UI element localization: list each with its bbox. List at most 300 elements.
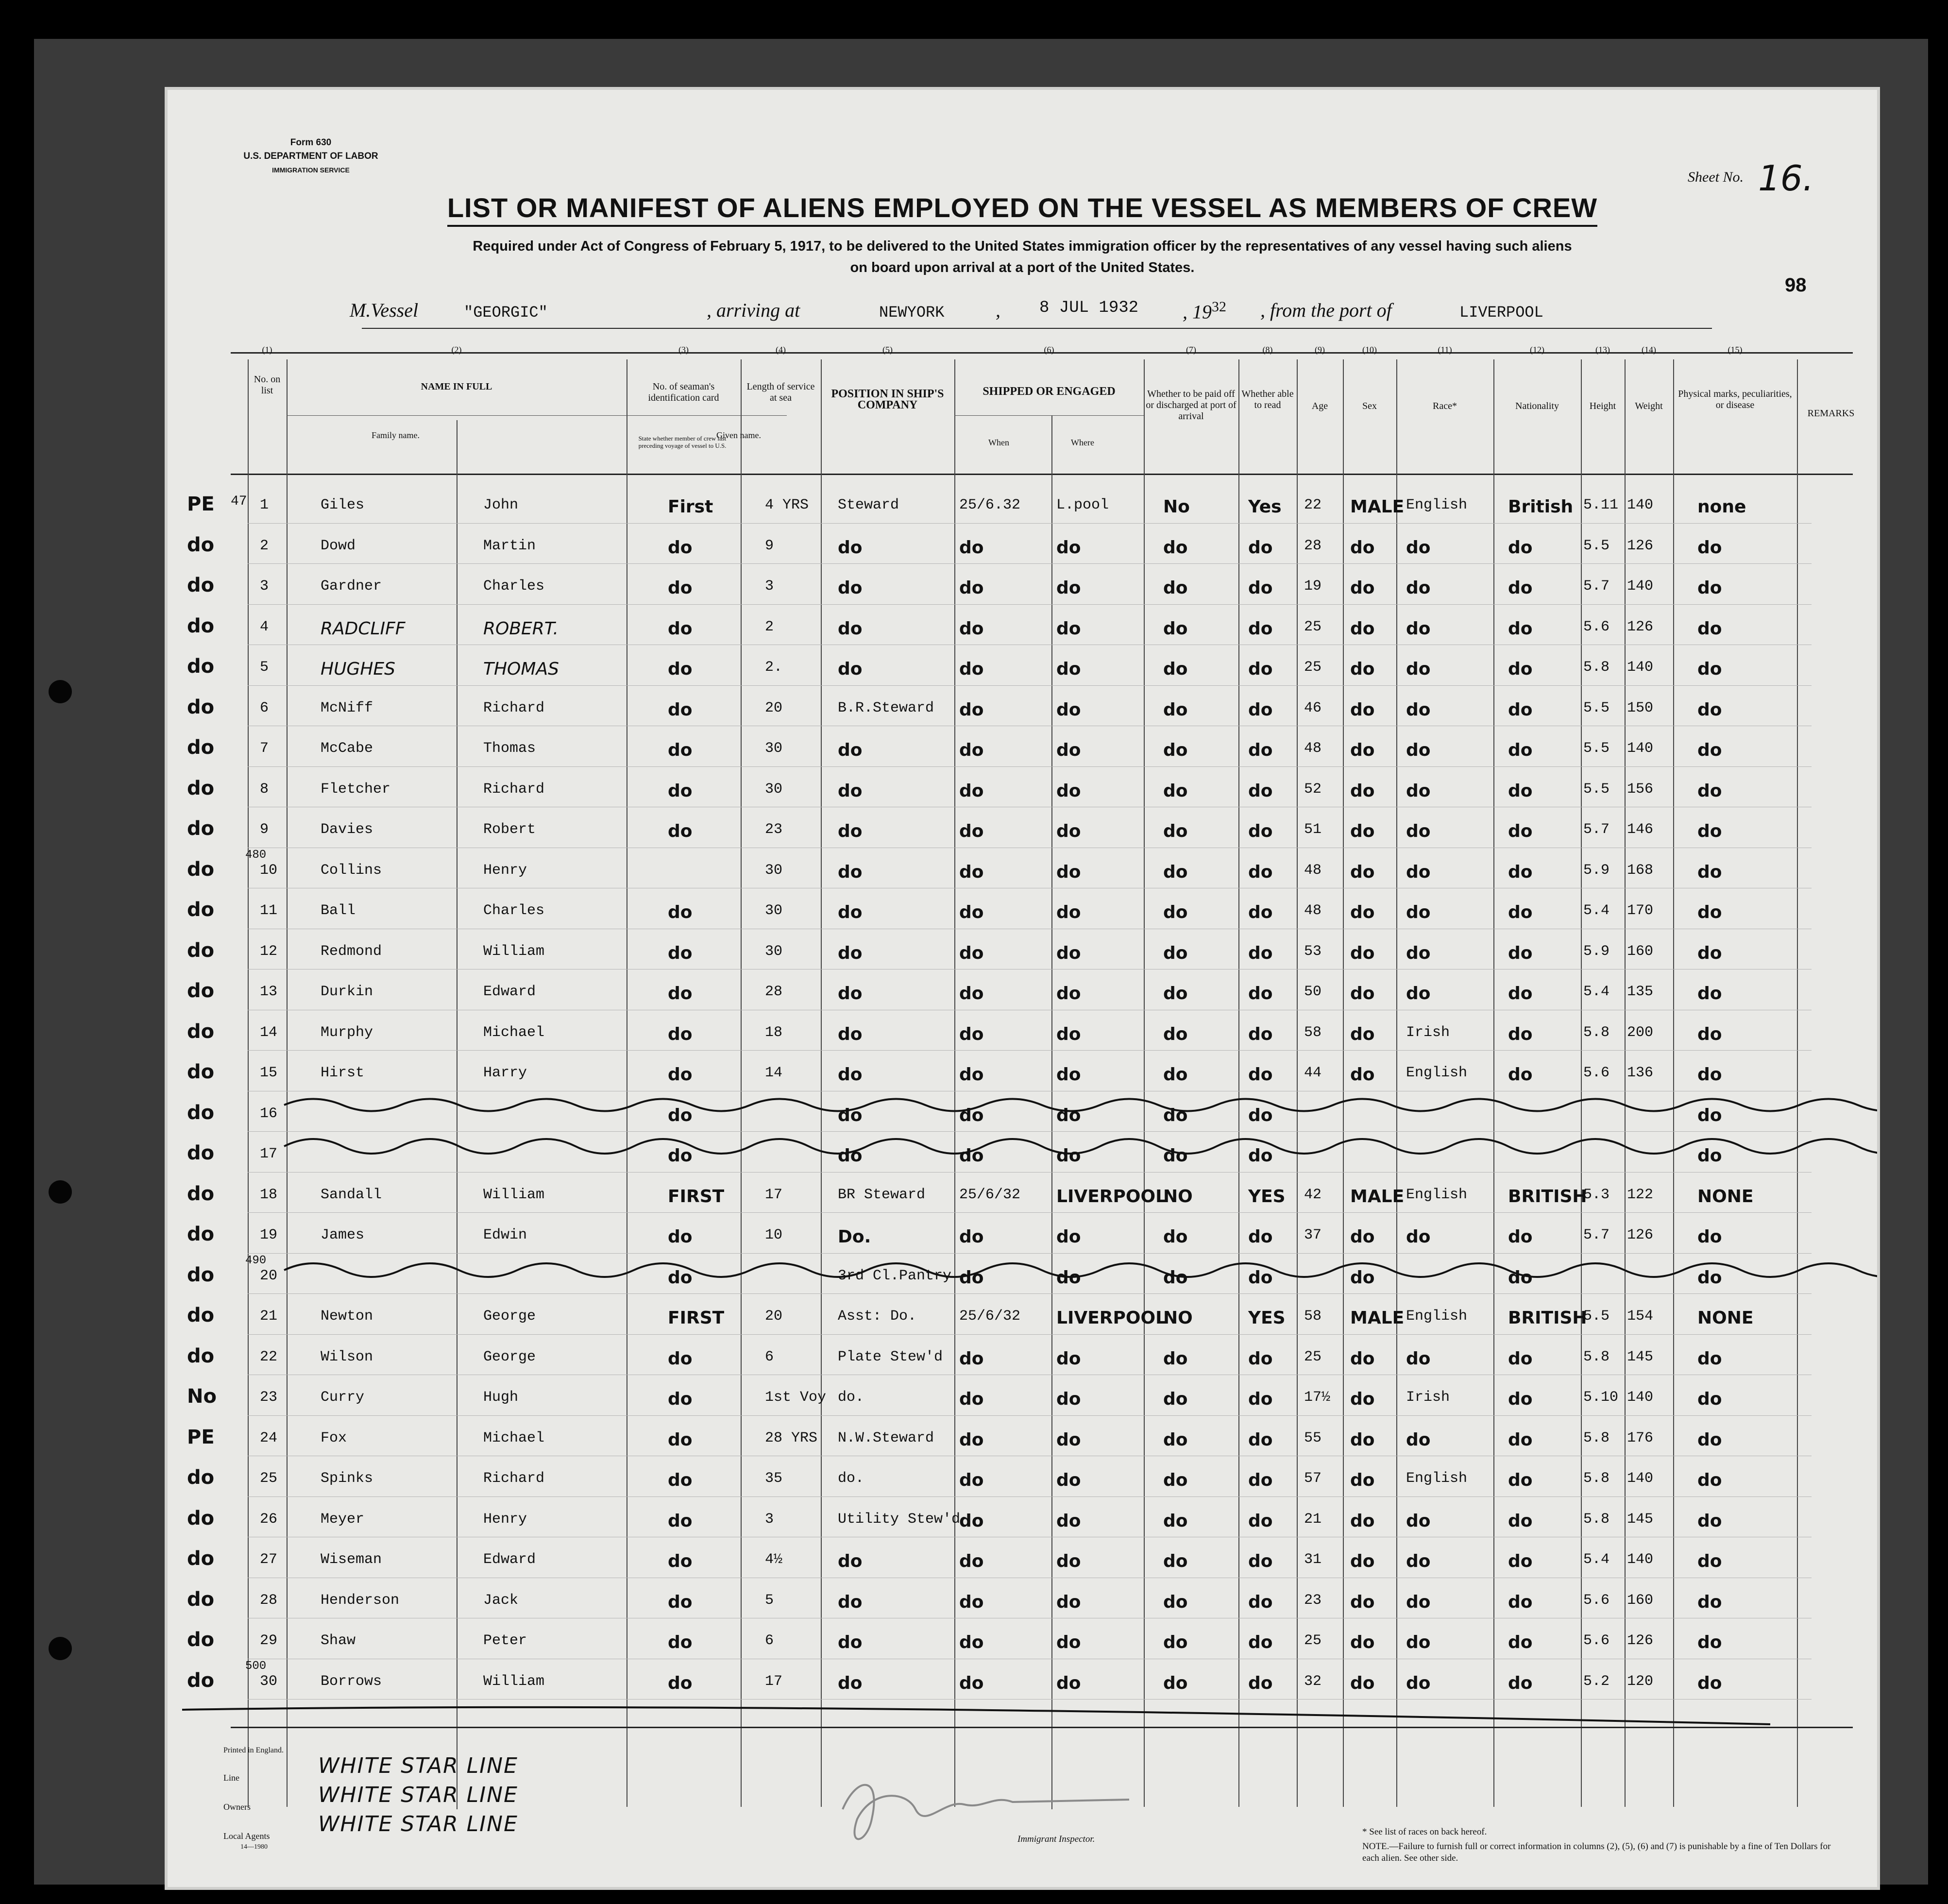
cell-paid: do	[1163, 862, 1188, 882]
cell-card: do	[668, 1470, 693, 1490]
cell-no: 29	[260, 1632, 278, 1649]
from-port: LIVERPOOL	[1459, 304, 1543, 322]
cell-sex: do	[1350, 1267, 1375, 1288]
cell-read: do	[1248, 537, 1273, 558]
cell-race: English	[1406, 1065, 1468, 1081]
cell-height: 5.7	[1583, 1227, 1610, 1243]
cell-age: 23	[1304, 1592, 1322, 1609]
cell-paid: do	[1163, 1673, 1188, 1693]
cell-paid: do	[1163, 1429, 1188, 1450]
cell-card: do	[668, 821, 693, 841]
cell-position: do	[838, 1592, 863, 1612]
cell-marks: NONE	[1697, 1308, 1754, 1328]
cell-race: do	[1406, 1429, 1431, 1450]
cell-age: 57	[1304, 1470, 1322, 1487]
cell-marks: do	[1697, 1267, 1722, 1288]
cell-height: 5.8	[1583, 1024, 1610, 1041]
cell-position: do	[838, 943, 863, 963]
cell-paid: do	[1163, 740, 1188, 760]
cell-weight: 168	[1627, 862, 1654, 879]
column-subheader: State whether member of crew last preceding voyage of vessel to U.S.	[638, 435, 727, 449]
cell-height: 5.11	[1583, 497, 1619, 513]
cell-card: do	[668, 537, 693, 558]
left-margin-mark: PE	[187, 1426, 215, 1448]
cell-family: McCabe	[321, 740, 373, 757]
cell-family: Murphy	[321, 1024, 373, 1041]
cell-service: 4 YRS	[765, 497, 809, 513]
cell-sex: do	[1350, 1389, 1375, 1409]
cell-where: do	[1056, 618, 1081, 639]
cell-nationality: do	[1508, 902, 1533, 922]
cell-position: do	[838, 984, 863, 1003]
left-margin-mark: PE	[187, 493, 215, 515]
left-margin-mark: do	[187, 1466, 215, 1489]
vessel-label: M.Vessel	[350, 299, 419, 321]
cell-race: English	[1406, 497, 1468, 513]
cell-weight: 126	[1627, 1632, 1654, 1649]
cell-position: BR Steward	[838, 1186, 926, 1203]
cell-marks: do	[1697, 781, 1722, 801]
column-number: (9)	[1315, 345, 1325, 355]
cell-given: Charles	[483, 902, 545, 919]
cell-race: do	[1406, 659, 1431, 679]
cell-position: Plate Stew'd	[838, 1348, 943, 1365]
cell-weight: 120	[1627, 1673, 1654, 1690]
agents-label: Local Agents	[223, 1831, 270, 1841]
cell-position: do	[838, 1673, 863, 1693]
cell-card: do	[668, 1105, 693, 1125]
column-header: NAME IN FULL	[421, 381, 492, 392]
column-number: (12)	[1530, 345, 1544, 355]
cell-position: do	[838, 1551, 863, 1571]
cell-family: Dowd	[321, 537, 356, 554]
cell-service: 2	[765, 618, 774, 635]
left-margin-mark: do	[187, 736, 215, 759]
cell-age: 53	[1304, 943, 1322, 960]
cell-given: William	[483, 943, 545, 960]
cell-card: FIRST	[668, 1308, 725, 1328]
cell-paid: do	[1163, 1065, 1188, 1085]
cell-where: do	[1056, 821, 1081, 841]
cell-weight: 156	[1627, 781, 1654, 798]
cell-age: 51	[1304, 821, 1322, 838]
cell-position: do	[838, 659, 863, 679]
cell-age: 48	[1304, 862, 1322, 879]
column-number: (2)	[451, 345, 462, 355]
cell-service: 5	[765, 1592, 774, 1609]
cell-given: Martin	[483, 537, 536, 554]
cell-height: 5.4	[1583, 1551, 1610, 1568]
cell-sex: do	[1350, 537, 1375, 558]
cell-height: 5.9	[1583, 862, 1610, 879]
cell-race: English	[1406, 1308, 1468, 1325]
column-header: Whether able to read	[1241, 389, 1294, 410]
cell-race: do	[1406, 984, 1431, 1003]
cell-no: 15	[260, 1065, 278, 1081]
cell-read: do	[1248, 1470, 1273, 1490]
cell-family: Gardner	[321, 578, 382, 595]
cell-service: 17	[765, 1673, 783, 1690]
cell-height: 5.5	[1583, 1308, 1610, 1325]
cell-where: do	[1056, 1470, 1081, 1490]
cell-marks: do	[1697, 1592, 1722, 1612]
cell-sex: do	[1350, 1592, 1375, 1612]
cell-nationality: BRITISH	[1508, 1186, 1587, 1207]
cell-no: 9	[260, 821, 269, 838]
cell-position: do	[838, 1632, 863, 1652]
cell-weight: 126	[1627, 537, 1654, 554]
cell-family: Collins	[321, 862, 382, 879]
cell-sex: do	[1350, 1065, 1375, 1085]
cell-weight: 145	[1627, 1348, 1654, 1365]
cell-position: do	[838, 1146, 863, 1166]
cell-marks: do	[1697, 1105, 1722, 1125]
cell-no: 1	[260, 497, 269, 513]
cell-position: B.R.Steward	[838, 699, 934, 716]
cell-paid: do	[1163, 1389, 1188, 1409]
cell-age: 25	[1304, 659, 1322, 676]
column-header: Length of service at sea	[746, 381, 815, 403]
cell-card: do	[668, 902, 693, 922]
left-margin-mark: do	[187, 817, 215, 840]
cell-when: do	[959, 1348, 984, 1369]
cell-no: 19	[260, 1227, 278, 1243]
penalty-note: NOTE.—Failure to furnish full or correct information in columns (2), (5), (6) and (7) is punishable by a fine of Ten Dollars for each alien. See other side.	[1362, 1841, 1831, 1863]
column-number: (5)	[882, 345, 893, 355]
cell-position: do	[838, 902, 863, 922]
cell-position: do	[838, 1065, 863, 1085]
cell-card: do	[668, 1348, 693, 1369]
cell-height: 5.2	[1583, 1673, 1610, 1690]
cell-read: do	[1248, 1024, 1273, 1044]
cell-read: do	[1248, 1511, 1273, 1531]
cell-position: Asst: Do.	[838, 1308, 917, 1325]
cell-nationality: do	[1508, 781, 1533, 801]
cell-paid: do	[1163, 902, 1188, 922]
cell-paid: do	[1163, 781, 1188, 801]
cell-when: do	[959, 984, 984, 1003]
cell-where: do	[1056, 1227, 1081, 1247]
cell-race: do	[1406, 862, 1431, 882]
column-number: (10)	[1362, 345, 1377, 355]
cell-race: do	[1406, 618, 1431, 639]
cell-card: do	[668, 1592, 693, 1612]
cell-when: do	[959, 1267, 984, 1288]
cell-read: YES	[1248, 1308, 1286, 1328]
cell-when: do	[959, 943, 984, 963]
cell-family: McNiff	[321, 699, 373, 716]
cell-where: do	[1056, 740, 1081, 760]
cell-service: 14	[765, 1065, 783, 1081]
cell-given: ROBERT.	[483, 618, 559, 639]
cell-no: 26	[260, 1511, 278, 1528]
owners-value: WHITE STAR LINE	[318, 1783, 518, 1807]
cell-age: 22	[1304, 497, 1322, 513]
cell-given: Henry	[483, 862, 527, 879]
cell-age: 52	[1304, 781, 1322, 798]
cell-race: do	[1406, 1592, 1431, 1612]
cell-position: Steward	[838, 497, 899, 513]
cell-family: Giles	[321, 497, 365, 513]
cell-when: do	[959, 1146, 984, 1166]
arriving-port: NEWYORK	[879, 304, 945, 322]
cell-given: Michael	[483, 1429, 545, 1446]
left-margin-mark: do	[187, 1304, 215, 1326]
cell-age: 48	[1304, 902, 1322, 919]
tally-number: 500	[245, 1659, 267, 1673]
cell-card: First	[668, 497, 713, 517]
cell-where: do	[1056, 1592, 1081, 1612]
column-header: POSITION IN SHIP'S COMPANY	[831, 388, 944, 411]
cell-read: do	[1248, 1227, 1273, 1247]
cell-height: 5.5	[1583, 781, 1610, 798]
vessel-name: "GEORGIC"	[464, 304, 548, 322]
cell-where: do	[1056, 902, 1081, 922]
cell-height: 5.4	[1583, 902, 1610, 919]
cell-card: do	[668, 1551, 693, 1571]
left-margin-mark: No	[187, 1385, 217, 1408]
cell-no: 23	[260, 1389, 278, 1406]
left-margin-mark: do	[187, 1223, 215, 1245]
cell-nationality: do	[1508, 1551, 1533, 1571]
cell-where: do	[1056, 1146, 1081, 1166]
cell-race: Irish	[1406, 1389, 1450, 1406]
cell-position: do	[838, 781, 863, 801]
arriving-label: , arriving at	[707, 299, 800, 321]
manifest-sheet: Form 630 U.S. DEPARTMENT OF LABOR IMMIGRATION SERVICE Sheet No. 16. LIST OR MANIFEST OF ALIENS EMPLOYED ON THE VESSEL AS MEMBERS OF CREW Required under Act of Congress of February 5, 1917, to be delivered to the United States immigration officer by the representatives of any vessel having such aliens on board upon arrival at a port of the United States. 98 M.Vessel "GEORGIC" , arriving at NEWYORK , 8 JUL 1932 , $19^{32}$ , from the port of LIVERPOOL (1) No. on list (2) NAME IN FULL (3) No. of seaman's identification card (4) Length of service at sea (5) POSITION IN SHIP'S COMPANY (6) SHIPPED OR ENGAGED (7) Whether to be paid off or discharged at port of arrival (8) Whether able to read (9) Age (10) Sex (11) Race* (12) Nationality (13) Height (14) Weight (15) Physical marks, peculiarities, or disease REMARKS Family name. Given name. State whether member of crew last preceding voyage of vessel to U.S. When Where PE 1 Giles John First 4 YRS Steward 25/6.32 L.pool No Yes 22 MALE English British 5.11 140 none do 2 Dowd Martin do 9 do do do do do 28 do do do 5.5 126 do do 3 Gardner Charles do 3 do do do do do 19 do do do 5.7 140 do do 4 RADCLIFF ROBERT. do 2 do do do do do 25 do do do 5.6 126 do do 5 HUGHES THOMAS do 2. do do do do do 25 do do do 5.8 140 do do 6 McNiff Richard do 20 B.R.Steward do do do do 46 do do do 5.5 150 do do 7 McCabe Thomas do 30 do do do do do 48 do do do 5.5 140 do do 8 Fletcher Richard do 30 do do do do do 52 do do do 5.5 156 do do 9 Davies Robert do 23 do do do do do 51 do do do 5.7 146 do do 480 10 Collins Henry 30 do do do do do 48 do do do 5.9 168 do do 11 Ball Charles do 30 do do do do do 48 do do do 5.4 170 do do 12 Redmond William do 30 do do do do do 53 do do do 5.9 160 do do 13 Durkin Edward do 28 do do do do do 50 do do do 5.4 135 do do 14 Murphy Michael do 18 do do do do do 58 do Irish do 5.8 200 do do 15 Hirst Harry do 14 do do do do do 44 do English do 5.6 136 do do 16 do do do do do do do do 17 do do do do do do do do 18 Sandall William FIRST 17 BR Steward 25/6/32 LIVERPOOL NO YES 42 MALE English BRITISH 5.3 122 NONE do 19 James Edwin do 10 Do. do do do do 37 do do do 5.7 126 do do 490 20 do 3rd Cl.Pantry do do do do do do do do 21 Newton George FIRST 20 Asst: Do. 25/6/32 LIVERPOOL NO YES 58 MALE English BRITISH 5.5 154 NONE do 22 Wilson George do 6 Plate Stew'd do do do do 25 do do do 5.8 145 do No 23 Curry Hugh do 1st Voy do. do do do do 17½ do Irish do 5.10 140 do PE 24 Fox Michael do 28 YRS N.W.Steward do do do do 55 do do do 5.8 176 do do 25 Spinks Richard do 35 do. do do do do 57 do English do 5.8 140 do do 26 Meyer Henry do 3 Utility Stew'd do do do do 21 do do do 5.8 145 do do 27 Wiseman Edward do 4½ do do do do do 31 do do do 5.4 140 do do 28 Henderson Jack do 5 do do do do do 23 do do do 5.6 160 do do 29 Shaw Peter do 6 do do do do do 25 do do do 5.6 126 do do 500 30 Borrows William do 17 do do do do do 32 do do do 5.2 120 do 47 Printed in England. Line WHITE STAR LINE Owners WHITE STAR LINE Local Agents 14—1980 WHITE STAR LINE Immigrant Inspector. * See list of races on back hereof. NOTE.—Failure to furnish full or correct information in columns (2), (5), (6) and (7) is punishable by a fine of Ten Dollars for each alien. See other side.	[168, 90, 1877, 1887]
left-margin-mark: do	[187, 939, 215, 962]
cell-card: do	[668, 1511, 693, 1531]
column-header: No. of seaman's identification card	[648, 381, 719, 403]
cell-marks: do	[1697, 740, 1722, 760]
left-margin-mark: do	[187, 1629, 215, 1651]
cell-sex: do	[1350, 1673, 1375, 1693]
cell-service: 10	[765, 1227, 783, 1243]
left-margin-mark: do	[187, 1263, 215, 1286]
cell-nationality: do	[1508, 618, 1533, 639]
cell-age: 48	[1304, 740, 1322, 757]
cell-sex: do	[1350, 659, 1375, 679]
cell-race: do	[1406, 578, 1431, 598]
cell-given: Thomas	[483, 740, 536, 757]
column-number: (15)	[1728, 345, 1743, 355]
cell-when: do	[959, 781, 984, 801]
cell-position: 3rd Cl.Pantry	[838, 1267, 952, 1284]
printed-note: Printed in England.	[223, 1746, 284, 1754]
cell-family: Hirst	[321, 1065, 365, 1081]
service: IMMIGRATION SERVICE	[272, 166, 350, 174]
cell-family: Newton	[321, 1308, 373, 1325]
column-number: (7)	[1186, 345, 1196, 355]
cell-nationality: do	[1508, 1227, 1533, 1247]
cell-paid: NO	[1163, 1308, 1193, 1328]
cell-race: do	[1406, 1511, 1431, 1531]
cell-when: 25/6.32	[959, 497, 1021, 513]
cell-given: William	[483, 1673, 545, 1690]
cell-card: do	[668, 578, 693, 598]
cell-read: do	[1248, 1632, 1273, 1652]
cell-read: do	[1248, 862, 1273, 882]
cell-given: Henry	[483, 1511, 527, 1528]
left-margin-mark: do	[187, 899, 215, 921]
cell-age: 19	[1304, 578, 1322, 595]
column-header: Nationality	[1515, 401, 1559, 411]
cell-when: do	[959, 862, 984, 882]
cell-when: do	[959, 1065, 984, 1085]
cell-height: 5.8	[1583, 1348, 1610, 1365]
column-header: Physical marks, peculiarities, or disease	[1678, 389, 1792, 410]
cell-read: do	[1248, 943, 1273, 963]
cell-given: John	[483, 497, 519, 513]
cell-age: 58	[1304, 1308, 1322, 1325]
cell-read: do	[1248, 1146, 1273, 1166]
cell-no: 3	[260, 578, 269, 595]
cell-read: do	[1248, 1673, 1273, 1693]
cell-weight: 160	[1627, 1592, 1654, 1609]
cell-weight: 140	[1627, 659, 1654, 676]
cell-given: THOMAS	[483, 659, 559, 679]
cell-marks: do	[1697, 1227, 1722, 1247]
cell-position: do	[838, 537, 863, 558]
cell-family: Spinks	[321, 1470, 373, 1487]
page-number: 98	[1785, 274, 1807, 296]
cell-no: 14	[260, 1024, 278, 1041]
cell-read: do	[1248, 618, 1273, 639]
cell-service: 6	[765, 1632, 774, 1649]
cell-no: 8	[260, 781, 269, 798]
cell-paid: No	[1163, 497, 1190, 517]
cell-family: Fox	[321, 1429, 347, 1446]
cell-where: do	[1056, 699, 1081, 720]
cell-weight: 200	[1627, 1024, 1654, 1041]
cell-sex: do	[1350, 578, 1375, 598]
cell-weight: 140	[1627, 1470, 1654, 1487]
cell-card: do	[668, 943, 693, 963]
date-stamp: 8 JUL 1932	[1039, 299, 1139, 317]
cell-age: 17½	[1304, 1389, 1331, 1406]
cell-weight: 170	[1627, 902, 1654, 919]
cell-nationality: do	[1508, 740, 1533, 760]
cell-sex: MALE	[1350, 1186, 1405, 1207]
cell-card: do	[668, 1429, 693, 1450]
cell-where: do	[1056, 1673, 1081, 1693]
first-row-tally: 47	[231, 494, 247, 509]
cell-sex: do	[1350, 862, 1375, 882]
cell-service: 28	[765, 984, 783, 1000]
cell-service: 4½	[765, 1551, 783, 1568]
cell-marks: do	[1697, 537, 1722, 558]
cell-race: do	[1406, 821, 1431, 841]
cell-paid: do	[1163, 1470, 1188, 1490]
cell-marks: do	[1697, 1024, 1722, 1044]
column-header: Weight	[1635, 401, 1663, 411]
cell-card: do	[668, 1024, 693, 1044]
binder-hole	[49, 1637, 72, 1660]
cell-read: do	[1248, 740, 1273, 760]
cell-when: do	[959, 1227, 984, 1247]
cell-marks: do	[1697, 821, 1722, 841]
cell-card: do	[668, 781, 693, 801]
cell-position: do	[838, 578, 863, 598]
cell-nationality: do	[1508, 578, 1533, 598]
cell-given: Jack	[483, 1592, 519, 1609]
cell-where: do	[1056, 1389, 1081, 1409]
cell-service: 18	[765, 1024, 783, 1041]
cell-age: 28	[1304, 537, 1322, 554]
cell-read: do	[1248, 1551, 1273, 1571]
cell-family: Henderson	[321, 1592, 400, 1609]
cell-marks: do	[1697, 1632, 1722, 1652]
cell-height: 5.3	[1583, 1186, 1610, 1203]
cell-given: Richard	[483, 699, 545, 716]
cell-sex: do	[1350, 821, 1375, 841]
cell-given: Charles	[483, 578, 545, 595]
cell-service: 35	[765, 1470, 783, 1487]
cell-position: do	[838, 1105, 863, 1125]
cell-no: 2	[260, 537, 269, 554]
left-margin-mark: do	[187, 614, 215, 637]
cell-card: FIRST	[668, 1186, 725, 1207]
cell-paid: do	[1163, 1632, 1188, 1652]
cell-position: N.W.Steward	[838, 1429, 934, 1446]
cell-marks: do	[1697, 1551, 1722, 1571]
cell-age: 58	[1304, 1024, 1322, 1041]
cell-given: Harry	[483, 1065, 527, 1081]
column-header: Age	[1311, 401, 1328, 411]
cell-nationality: do	[1508, 862, 1533, 882]
column-number: (13)	[1595, 345, 1610, 355]
cell-family: Durkin	[321, 984, 373, 1000]
left-margin-mark: do	[187, 574, 215, 596]
cell-weight: 126	[1627, 1227, 1654, 1243]
cell-height: 5.6	[1583, 1632, 1610, 1649]
cell-age: 25	[1304, 1348, 1322, 1365]
cell-no: 28	[260, 1592, 278, 1609]
cell-given: Peter	[483, 1632, 527, 1649]
cell-weight: 150	[1627, 699, 1654, 716]
cell-nationality: do	[1508, 1024, 1533, 1044]
cell-service: 20	[765, 1308, 783, 1325]
cell-paid: do	[1163, 537, 1188, 558]
column-header: Sex	[1362, 401, 1377, 411]
cell-height: 5.5	[1583, 537, 1610, 554]
cell-race: do	[1406, 1673, 1431, 1693]
cell-marks: do	[1697, 1470, 1722, 1490]
cell-read: do	[1248, 578, 1273, 598]
left-margin-mark: do	[187, 1344, 215, 1367]
cell-where: do	[1056, 943, 1081, 963]
cell-marks: do	[1697, 1065, 1722, 1085]
cell-no: 21	[260, 1308, 278, 1325]
cell-sex: do	[1350, 984, 1375, 1003]
cell-nationality: do	[1508, 1389, 1533, 1409]
cell-race: do	[1406, 781, 1431, 801]
cell-sex: do	[1350, 618, 1375, 639]
cell-given: Hugh	[483, 1389, 519, 1406]
cell-weight: 126	[1627, 618, 1654, 635]
cell-when: do	[959, 1551, 984, 1571]
cell-marks: do	[1697, 659, 1722, 679]
cell-marks: none	[1697, 497, 1746, 517]
column-subheader: Family name.	[372, 430, 420, 440]
column-number: (3)	[678, 345, 689, 355]
cell-where: do	[1056, 781, 1081, 801]
cell-when: do	[959, 902, 984, 922]
cell-position: Do.	[838, 1227, 871, 1247]
cell-paid: do	[1163, 1267, 1188, 1288]
cell-position: do	[838, 618, 863, 639]
left-margin-mark: do	[187, 980, 215, 1002]
